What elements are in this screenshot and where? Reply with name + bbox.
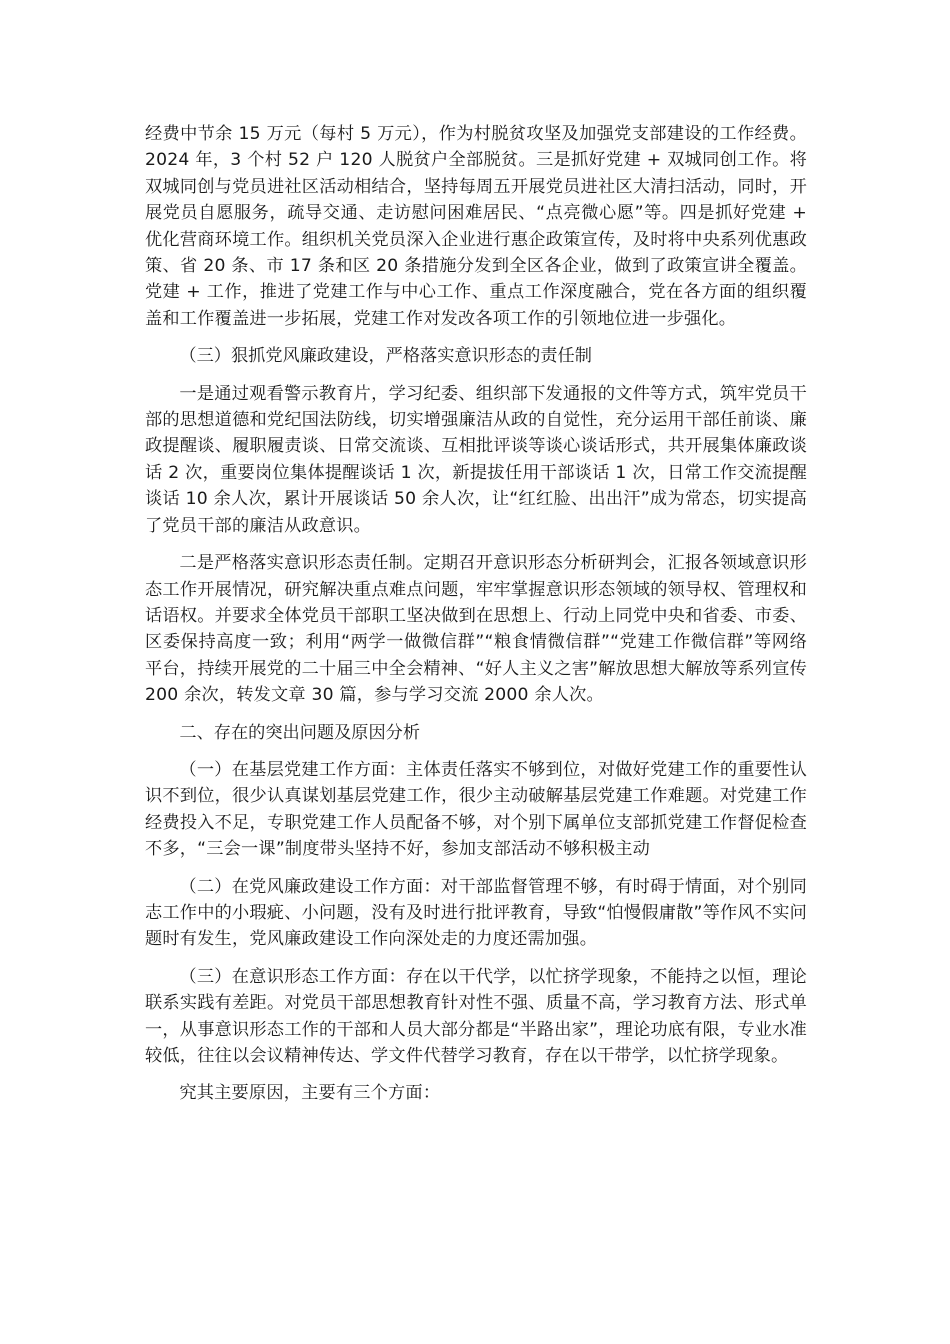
chapter-heading-2: 二、存在的突出问题及原因分析 [179, 722, 421, 743]
body-paragraph-7: 究其主要原因，主要有三个方面： [179, 1083, 441, 1104]
body-paragraph-6: （三）在意识形态工作方面：存在以干代学，以忙挤学现象，不能持之以恒，理论联系实践有差距。对党员干部思想教育针对性不强、质量不高，学习教育方法、形式单一，从事意识形态工作的干部和人员大部分都是“半路出家”，理论功底有限，专业水准较低，往往以会议精神传达、学文件代替学习教育，存在以干带学，以忙挤学现象。 [145, 966, 807, 1066]
body-paragraph-5: （二）在党风廉政建设工作方面：对干部监督管理不够，有时碍于情面，对个别同志工作中的小瑕疵、小问题，没有及时进行批评教育，导致“怕慢假庸散”等作风不实问题时有发生，党风廉政建设工作向深处走的力度还需加强。 [145, 876, 807, 950]
section-heading-3: （三）狠抓党风廉政建设，严格落实意识形态的责任制 [179, 346, 592, 367]
body-paragraph-4: （一）在基层党建工作方面：主体责任落实不够到位，对做好党建工作的重要性认识不到位，很少认真谋划基层党建工作，很少主动破解基层党建工作难题。对党建工作经费投入不足，专职党建工作人员配备不够，对个别下属单位支部抓党建工作督促检查不多，“三会一课”制度带头坚持不好，参加支部活动不够积极主动 [145, 759, 807, 860]
body-paragraph-2: 一是通过观看警示教育片，学习纪委、组织部下发通报的文件等方式，筑牢党员干部的思想道德和党纪国法防线，切实增强廉洁从政的自觉性，充分运用干部任前谈、廉政提醒谈、履职履责谈、日常交流谈、互相批评谈等谈心谈话形式，共开展集体廉政谈话 2 次，重要岗位集体提醒谈话 1 次，新提拔任用干部谈话 1 次，日常工作交流提醒谈话 10 余人次，累计开展谈话 50 余人次，让“红红脸、出出汗”成为常态，切实提高了党员干部的廉洁从政意识。 [145, 383, 807, 536]
document-page [145, 121, 807, 1118]
body-paragraph-3: 二是严格落实意识形态责任制。定期召开意识形态分析研判会，汇报各领域意识形态工作开展情况，研究解决重点难点问题，牢牢掌握意识形态领域的领导权、管理权和话语权。并要求全体党员干部职工坚决做到在思想上、行动上同党中央和省委、市委、区委保持高度一致；利用“两学一做微信群”“粮食情微信群”“党建工作微信群”等网络平台，持续开展党的二十届三中全会精神、“好人主义之害”解放思想大解放等系列宣传 200 余次，转发文章 30 篇，参与学习交流 2000 余人次。 [145, 553, 807, 706]
body-paragraph-1: 经费中节余 15 万元（每村 5 万元），作为村脱贫攻坚及加强党支部建设的工作经费。2024 年，3 个村 52 户 120 人脱贫户全部脱贫。三是抓好党建 + 双城同创工作。将双城同创与党员进社区活动相结合，坚持每周五开展党员进社区大清扫活动，同时，开展党员自愿服务，疏导交通、走访慰问困难居民、“点亮微心愿”等。四是抓好党建 + 优化营商环境工作。组织机关党员深入企业进行惠企政策宣传，及时将中央系列优惠政策、省 20 条、市 17 条和区 20 条措施分发到全区各企业，做到了政策宣讲全覆盖。党建 + 工作，推进了党建工作与中心工作、重点工作深度融合，党在各方面的组织覆盖和工作覆盖进一步拓展，党建工作对发改各项工作的引领地位进一步强化。 [145, 124, 807, 329]
